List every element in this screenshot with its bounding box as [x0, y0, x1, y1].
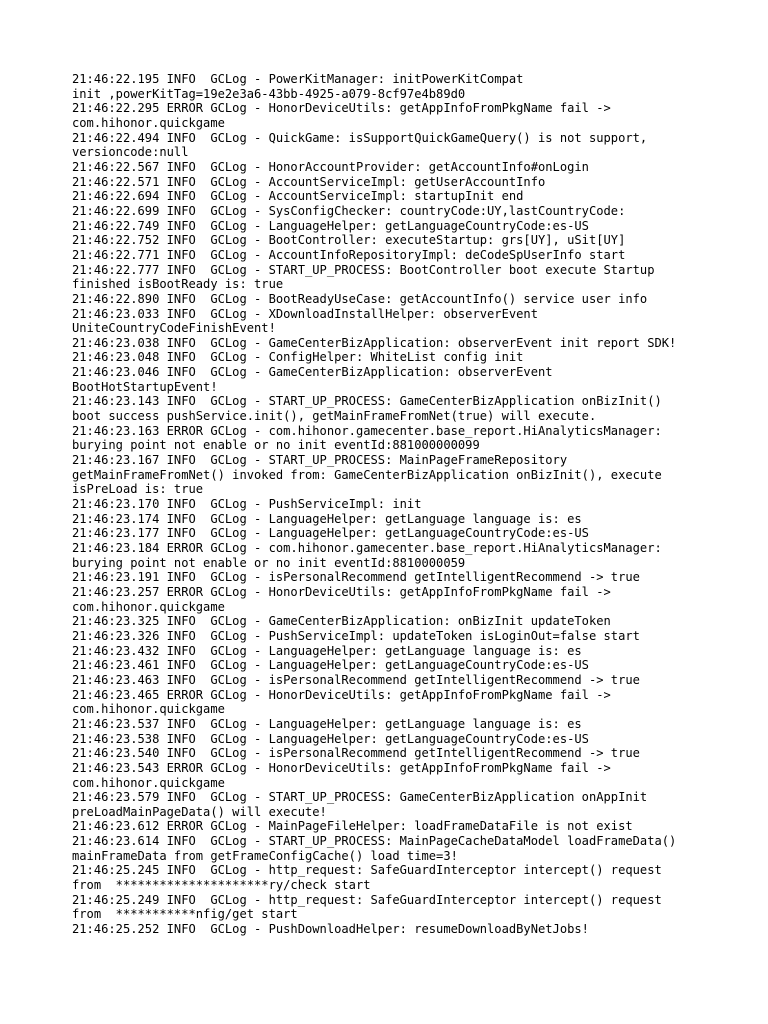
log-line: 21:46:22.777 INFO GCLog - START_UP_PROCESS: BootController boot execute Startup	[72, 262, 655, 277]
log-line: preLoadMainPageData() will execute!	[72, 804, 327, 819]
log-line: 21:46:23.038 INFO GCLog - GameCenterBizApplication: observerEvent init report SDK!	[72, 335, 677, 350]
log-line: 21:46:23.463 INFO GCLog - isPersonalRecommend getIntelligentRecommend -> true	[72, 672, 640, 687]
log-line: 21:46:23.543 ERROR GCLog - HonorDeviceUtils: getAppInfoFromPkgName fail ->	[72, 760, 611, 775]
log-line: 21:46:23.184 ERROR GCLog - com.hihonor.gamecenter.base_report.HiAnalyticsManager:	[72, 541, 662, 555]
log-line: 21:46:23.614 INFO GCLog - START_UP_PROCESS: MainPageCacheDataModel loadFrameData()	[72, 834, 677, 849]
log-line: 21:46:23.167 INFO GCLog - START_UP_PROCESS: MainPageFrameRepository	[72, 453, 568, 468]
log-line: com.hihonor.quickgame	[72, 115, 225, 130]
log-line: 21:46:23.579 INFO GCLog - START_UP_PROCESS: GameCenterBizApplication onAppInit	[72, 790, 648, 805]
log-line: 21:46:22.890 INFO GCLog - BootReadyUseCase: getAccountInfo() service user info	[72, 291, 648, 306]
log-line: 21:46:23.048 INFO GCLog - ConfigHelper: WhiteList config init	[72, 350, 524, 365]
log-line: burying point not enable or no init eventId:881000000099	[72, 438, 480, 453]
log-line: 21:46:23.046 INFO GCLog - GameCenterBizApplication: observerEvent	[72, 365, 553, 380]
log-line: 21:46:22.295 ERROR GCLog - HonorDeviceUtils: getAppInfoFromPkgName fail ->	[72, 101, 611, 116]
log-line: 21:46:22.699 INFO GCLog - SysConfigChecker: countryCode:UY,lastCountryCode:	[72, 203, 626, 218]
log-line: 21:46:22.567 INFO GCLog - HonorAccountProvider: getAccountInfo#onLogin	[72, 159, 589, 174]
log-line: 21:46:22.771 INFO GCLog - AccountInfoRepositoryImpl: deCodeSpUserInfo start	[72, 247, 626, 262]
log-line: 21:46:23.540 INFO GCLog - isPersonalRecommend getIntelligentRecommend -> true	[72, 746, 640, 761]
log-line: 21:46:23.326 INFO GCLog - PushServiceImpl: updateToken isLoginOut=false start	[72, 628, 640, 643]
log-line: com.hihonor.quickgame	[72, 599, 225, 614]
log-line: UniteCountryCodeFinishEvent!	[72, 321, 276, 336]
log-line: mainFrameData from getFrameConfigCache() load time=3!	[72, 848, 458, 863]
log-line: 21:46:23.163 ERROR GCLog - com.hihonor.gamecenter.base_report.HiAnalyticsManager:	[72, 423, 662, 438]
log-line: versioncode:null	[72, 145, 189, 160]
log-line: 21:46:23.177 INFO GCLog - LanguageHelper: getLanguageCountryCode:es-US	[72, 526, 589, 541]
log-line: 21:46:23.033 INFO GCLog - XDownloadInstallHelper: observerEvent	[72, 306, 538, 321]
log-line: 21:46:23.325 INFO GCLog - GameCenterBizApplication: onBizInit updateToken	[72, 614, 611, 629]
log-line: isPreLoad is: true	[72, 482, 204, 497]
log-line: 21:46:25.249 INFO GCLog - http_request: SafeGuardInterceptor intercept() request	[72, 892, 662, 907]
log-line: 21:46:25.245 INFO GCLog - http_request: SafeGuardInterceptor intercept() request	[72, 863, 662, 878]
log-line: getMainFrameFromNet() invoked from: GameCenterBizApplication onBizInit(), execute	[72, 467, 662, 482]
log-line: 21:46:23.143 INFO GCLog - START_UP_PROCESS: GameCenterBizApplication onBizInit()	[72, 394, 662, 409]
log-line: 21:46:22.749 INFO GCLog - LanguageHelper: getLanguageCountryCode:es-US	[72, 218, 589, 233]
log-line: finished isBootReady is: true	[72, 277, 284, 292]
log-line: 21:46:23.538 INFO GCLog - LanguageHelper: getLanguageCountryCode:es-US	[72, 731, 589, 746]
log-line: 21:46:23.174 INFO GCLog - LanguageHelper: getLanguage language is: es	[72, 511, 582, 526]
log-line: com.hihonor.quickgame	[72, 702, 225, 717]
log-line: 21:46:22.752 INFO GCLog - BootController: executeStartup: grs[UY], uSit[UY]	[72, 233, 626, 248]
log-line: 21:46:22.694 INFO GCLog - AccountServiceImpl: startupInit end	[72, 189, 524, 204]
log-line: 21:46:25.252 INFO GCLog - PushDownloadHelper: resumeDownloadByNetJobs!	[72, 922, 589, 937]
log-line: init ,powerKitTag=19e2e3a6-43bb-4925-a079-8cf97e4b89d0	[72, 86, 466, 101]
log-line: com.hihonor.quickgame	[72, 775, 225, 790]
log-line: from *********************ry/check start	[72, 878, 371, 893]
log-line: 21:46:22.494 INFO GCLog - QuickGame: isSupportQuickGameQuery() is not support,	[72, 130, 648, 145]
log-line: 21:46:23.191 INFO GCLog - isPersonalRecommend getIntelligentRecommend -> true	[72, 570, 640, 585]
log-line: 21:46:23.170 INFO GCLog - PushServiceImpl: init	[72, 497, 422, 512]
log-line: from ***********nfig/get start	[72, 907, 298, 922]
log-line: 21:46:23.537 INFO GCLog - LanguageHelper: getLanguage language is: es	[72, 716, 582, 731]
log-line: 21:46:23.461 INFO GCLog - LanguageHelper: getLanguageCountryCode:es-US	[72, 658, 589, 673]
log-line: 21:46:23.465 ERROR GCLog - HonorDeviceUtils: getAppInfoFromPkgName fail ->	[72, 687, 611, 702]
log-line: boot success pushService.init(), getMainFrameFromNet(true) will execute.	[72, 409, 597, 424]
log-line: burying point not enable or no init eventId:8810000059	[72, 555, 466, 570]
log-line: 21:46:23.612 ERROR GCLog - MainPageFileHelper: loadFrameDataFile is not exist	[72, 819, 633, 834]
log-line: 21:46:22.195 INFO GCLog - PowerKitManager: initPowerKitCompat	[72, 72, 524, 86]
log-line: 21:46:23.432 INFO GCLog - LanguageHelper: getLanguage language is: es	[72, 643, 582, 658]
log-document	[72, 72, 752, 937]
log-line: BootHotStartupEvent!	[72, 379, 218, 394]
log-line: 21:46:22.571 INFO GCLog - AccountServiceImpl: getUserAccountInfo	[72, 174, 546, 189]
log-line: 21:46:23.257 ERROR GCLog - HonorDeviceUtils: getAppInfoFromPkgName fail ->	[72, 584, 611, 599]
